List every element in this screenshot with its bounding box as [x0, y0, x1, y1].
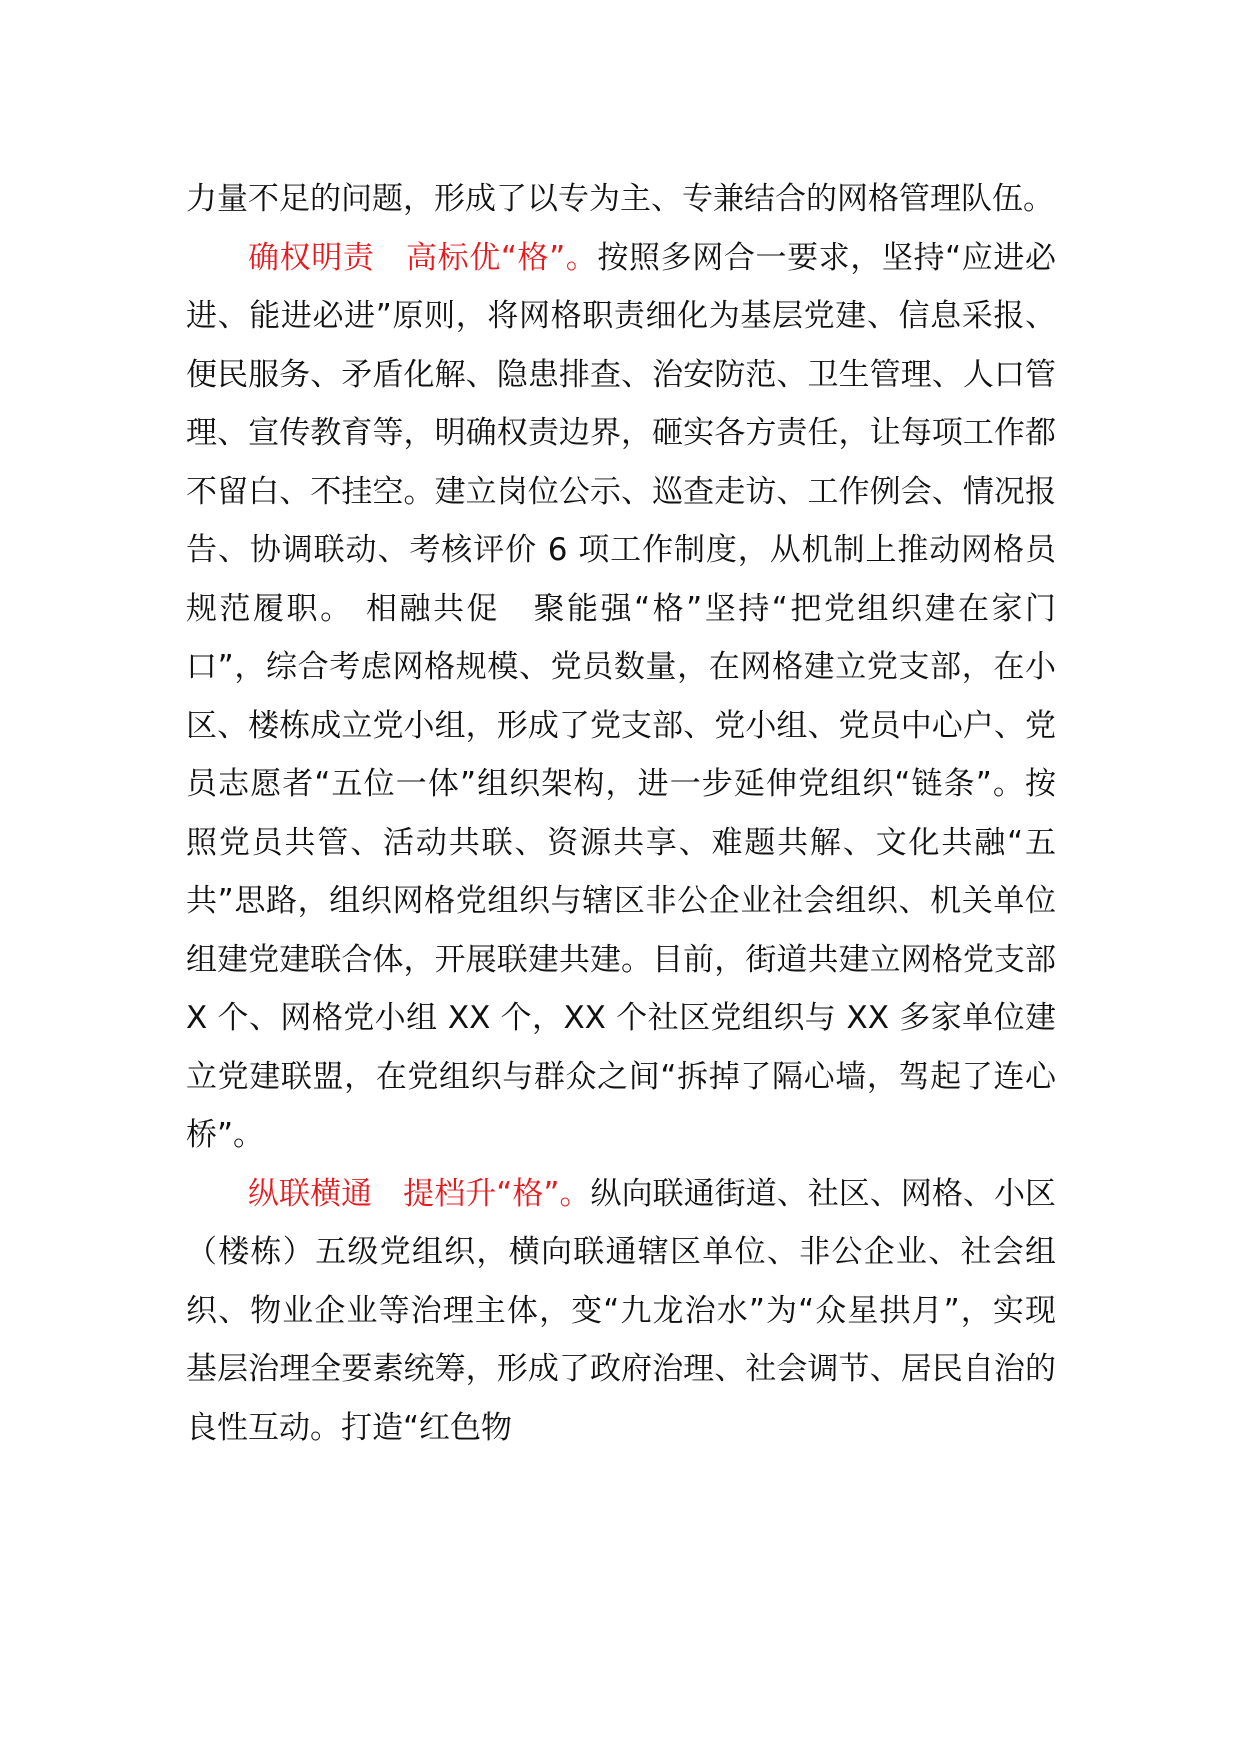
paragraph-3-heading: 纵联横通 提档升“格”。	[248, 1175, 591, 1212]
paragraph-2-body: 按照多网合一要求，坚持“应进必进、能进必进”原则，将网格职责细化为基层党建、信息采报、便民服务、矛盾化解、隐患排查、治安防范、卫生管理、人口管理、宣传教育等，明确权责边界，砸实各方责任，让每项工作都不留白、不挂空。建立岗位公示、巡查走访、工作例会、情况报告、协调联动、考核评价 6 项工作制度，从机制上推动网格员规范履职。 相融共促 聚能强“格”坚持“把党组织建在家门口”，综合考虑网格规模、党员数量，在网格建立党支部，在小区、楼栋成立党小组，形成了党支部、党小组、党员中心户、党员志愿者“五位一体”组织架构，进一步延伸党组织“链条”。按照党员共管、活动共联、资源共享、难题共解、文化共融“五共”思路，组织网格党组织与辖区非公企业社会组织、机关单位组建党建联合体，开展联建共建。目前，街道共建立网格党支部 X 个、网格党小组 XX 个，XX 个社区党组织与 XX 多家单位建立党建联盟，在党组织与群众之间“拆掉了隔心墙，驾起了连心桥”。	[186, 239, 1056, 1153]
paragraph-2	[186, 229, 1056, 1165]
paragraph-3-body: 纵向联通街道、社区、网格、小区（楼栋）五级党组织，横向联通辖区单位、非公企业、社会组织、物业企业等治理主体，变“九龙治水”为“众星拱月”，实现基层治理全要素统筹，形成了政府治理、社会调节、居民自治的良性互动。打造“红色物	[186, 1175, 1057, 1446]
paragraph-3	[186, 1165, 1056, 1458]
document-body	[186, 170, 1056, 1457]
paragraph-2-heading: 确权明责 高标优“格”。	[248, 239, 598, 276]
paragraph-1-body: 力量不足的问题，形成了以专为主、专兼结合的网格管理队伍。	[186, 181, 1054, 217]
paragraph-1	[186, 170, 1056, 229]
